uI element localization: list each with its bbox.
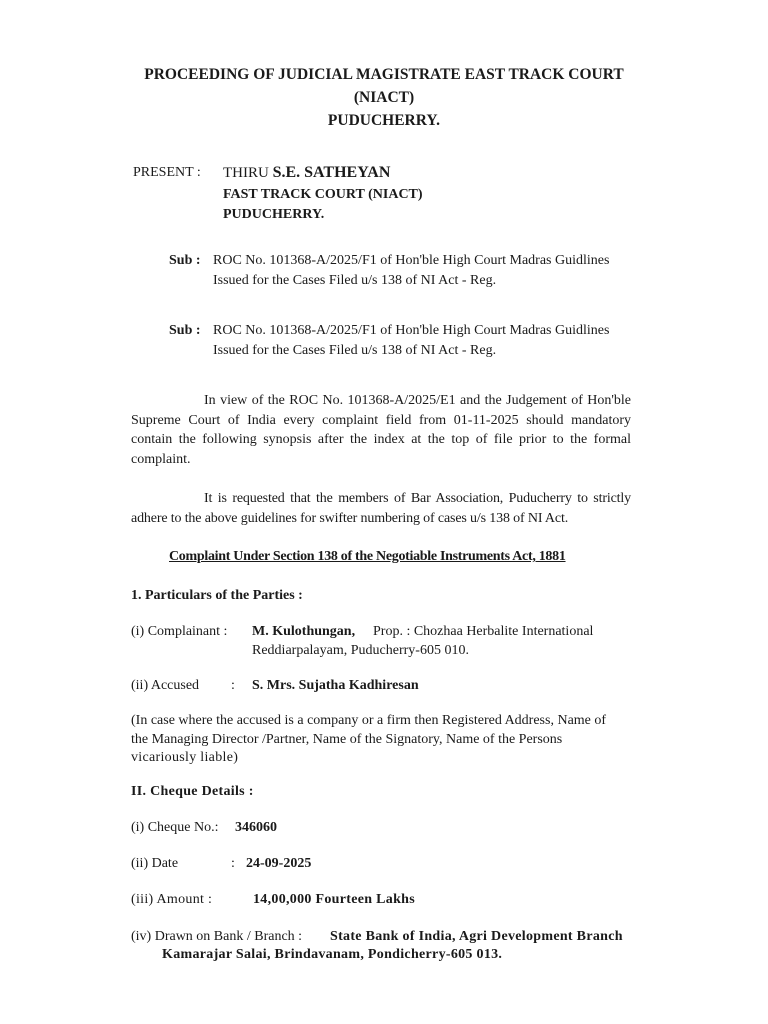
- subject-2-line-1: ROC No. 101368-A/2025/F1 of Hon'ble High Court Madras Guidlines: [213, 323, 610, 338]
- cheque-no-value: 346060: [235, 820, 277, 835]
- parties-heading: 1. Particulars of the Parties :: [131, 588, 303, 603]
- header-line-2: (NIACT): [353, 89, 415, 106]
- present-place: PUDUCHERRY.: [223, 207, 325, 222]
- cheque-amount-label: (iii) Amount :: [131, 892, 213, 907]
- accused-label: (ii) Accused: [131, 678, 200, 693]
- magistrate-name: S.E. SATHEYAN: [272, 164, 391, 181]
- body-paragraph-2: It is requested that the members of Bar Association, Puducherry to strictly adhere to the above guidelines for swifter numbering of cases u/s 138 of NI Act.: [131, 491, 631, 526]
- header-line-3: PUDUCHERRY.: [327, 112, 441, 129]
- complainant-name: M. Kulothungan,: [252, 624, 356, 639]
- note-line-3: vicariously liable): [131, 750, 239, 765]
- cheque-amount-value: 14,00,000 Fourteen Lakhs: [253, 892, 415, 907]
- cheque-bank-value: State Bank of India, Agri Development Branch: [330, 929, 623, 944]
- cheque-date-value: 24-09-2025: [246, 856, 312, 871]
- body-paragraph-1: In view of the ROC No. 101368-A/2025/E1 and the Judgement of Hon'ble Supreme Court of India every complaint field from 01-11-2025 should mandatory contain the following synopsis after the index at the top of file prior to the formal complaint.: [131, 393, 631, 467]
- complainant-prop: Prop. : Chozhaa Herbalite International: [373, 624, 594, 639]
- complainant-address: Reddiarpalayam, Puducherry-605 010.: [252, 643, 469, 658]
- complainant-label: (i) Complainant :: [131, 624, 228, 639]
- cheque-no-label: (i) Cheque No.:: [131, 820, 219, 835]
- subject-2-label: Sub :: [169, 323, 201, 338]
- present-thiru: [223, 164, 390, 182]
- present-court: FAST TRACK COURT (NIACT): [223, 187, 423, 202]
- note-line-1: (In case where the accused is a company or a firm then Registered Address, Name of: [131, 713, 607, 728]
- accused-colon: :: [231, 678, 235, 693]
- cheque-date-label: (ii) Date: [131, 856, 179, 871]
- subject-1-line-1: ROC No. 101368-A/2025/F1 of Hon'ble High Court Madras Guidlines: [213, 253, 610, 268]
- cheque-bank-label: (iv) Drawn on Bank / Branch :: [131, 929, 303, 944]
- accused-name: S. Mrs. Sujatha Kadhiresan: [252, 678, 419, 693]
- note-line-2: the Managing Director /Partner, Name of the Signatory, Name of the Persons: [131, 732, 563, 747]
- cheque-heading: II. Cheque Details :: [131, 784, 254, 799]
- present-label: PRESENT :: [133, 165, 201, 180]
- subject-1-label: Sub :: [169, 253, 201, 268]
- complaint-heading: Complaint Under Section 138 of the Negotiable Instruments Act, 1881: [169, 549, 566, 564]
- subject-2-line-2: Issued for the Cases Filed u/s 138 of NI Act - Reg.: [213, 343, 497, 358]
- cheque-date-colon: :: [231, 856, 235, 871]
- header-line-1: PROCEEDING OF JUDICIAL MAGISTRATE EAST TRACK COURT: [144, 66, 624, 83]
- cheque-bank-address: Kamarajar Salai, Brindavanam, Pondicherry-605 013.: [162, 947, 503, 962]
- thiru-prefix: THIRU: [223, 165, 269, 181]
- subject-1-line-2: Issued for the Cases Filed u/s 138 of NI Act - Reg.: [213, 273, 497, 288]
